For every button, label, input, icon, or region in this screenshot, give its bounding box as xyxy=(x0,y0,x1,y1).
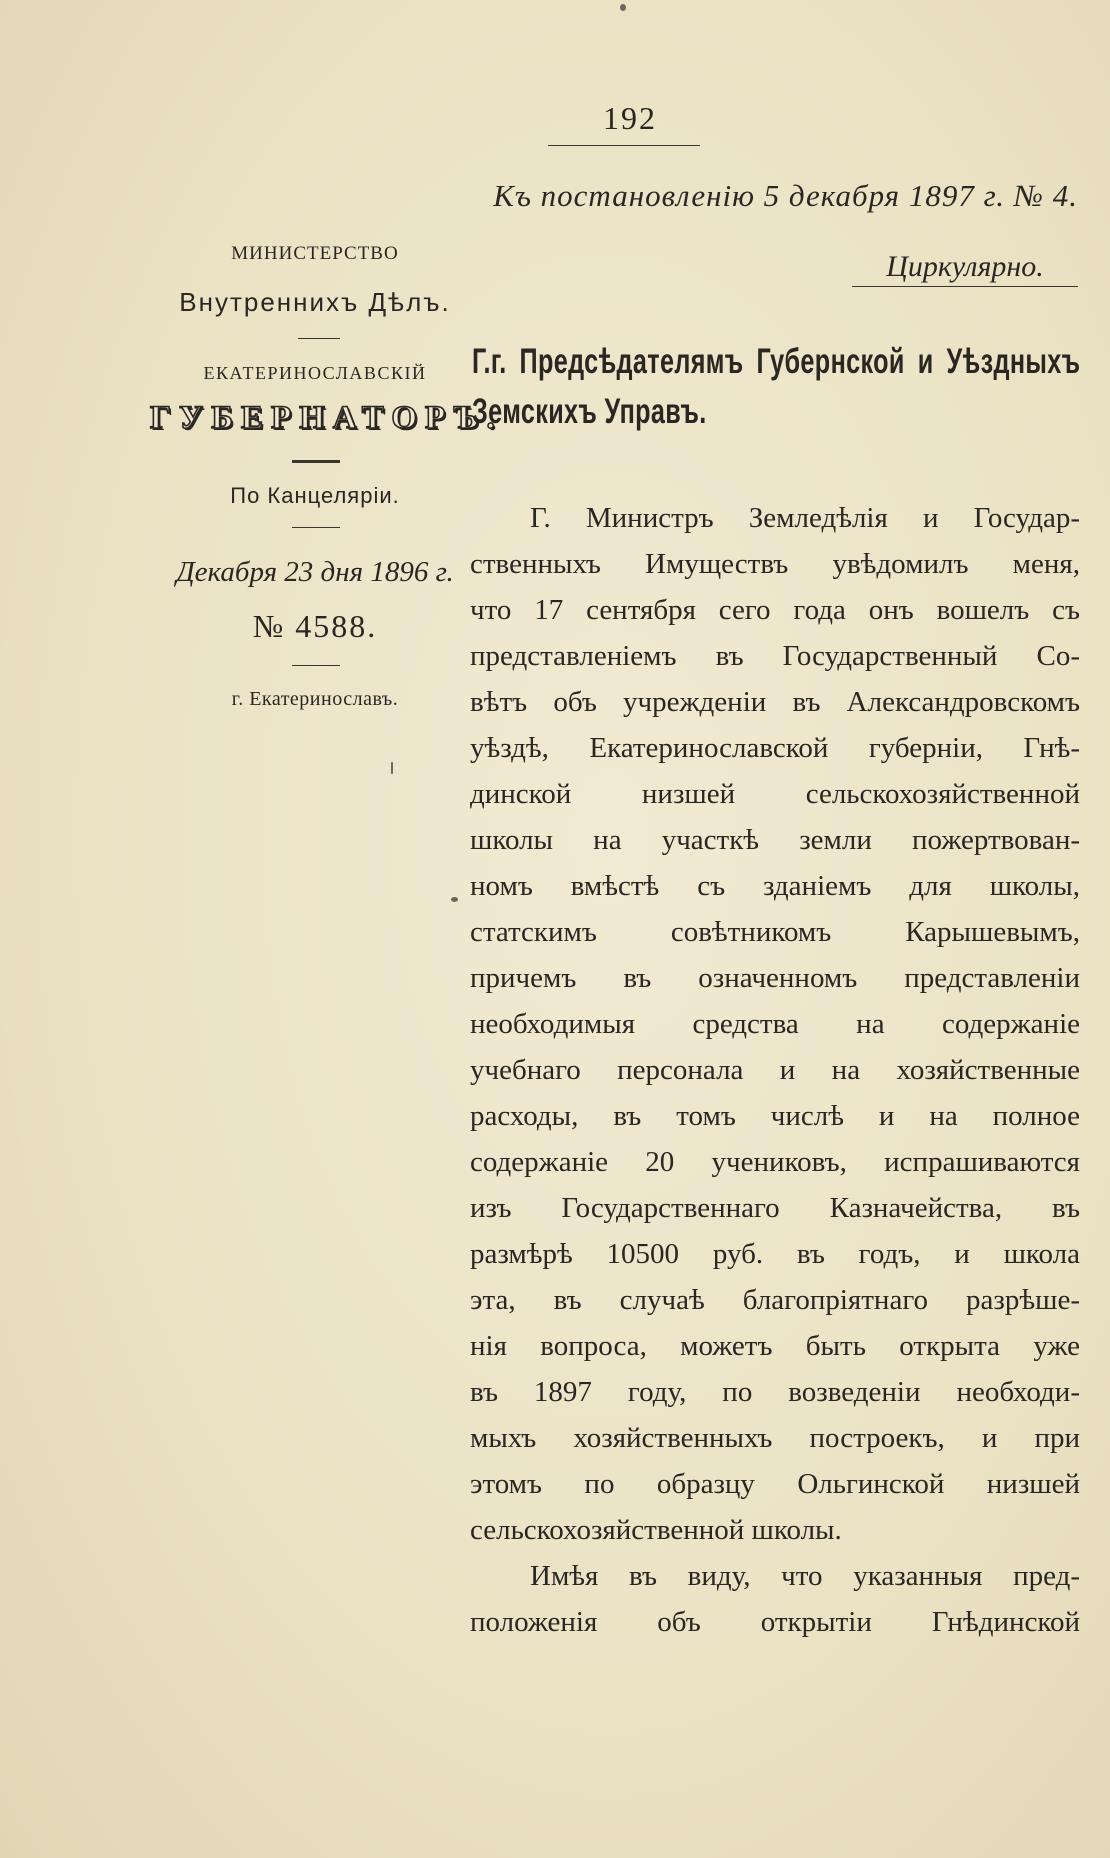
body-line: сельскохозяйственной школы. xyxy=(470,1514,842,1546)
ministry-heading: МИНИСТЕРСТВО xyxy=(231,243,399,264)
paper-speck xyxy=(451,897,458,902)
body-line: расходы, въ томъ числѣ и на полное xyxy=(470,1100,1080,1132)
body-line: причемъ въ означенномъ представленіи xyxy=(470,962,1080,994)
body-line: въ 1897 году, по возведеніи необходи- xyxy=(470,1376,1080,1408)
body-line: ственныхъ Имуществъ увѣдомилъ меня, xyxy=(470,548,1080,580)
body-line: изъ Государственнаго Казначейства, въ xyxy=(470,1192,1080,1224)
body-line: этомъ по образцу Ольгинской низшей xyxy=(470,1468,1080,1500)
body-line: учебнаго персонала и на хозяйственные xyxy=(470,1054,1080,1086)
addressee-line-1: Г.г. Предсѣдателямъ Губернской и Уѣздныхъ xyxy=(472,342,1081,381)
letter-body xyxy=(470,495,1080,1645)
body-line: Имѣя въ виду, что указанныя пред- xyxy=(530,1560,1080,1592)
body-line: содержаніе 20 учениковъ, испрашиваются xyxy=(470,1146,1080,1178)
addressee-heading xyxy=(472,337,1080,437)
body-line: школы на участкѣ земли пожертвован- xyxy=(470,824,1080,856)
chancellery-label: По Канцеляріи. xyxy=(230,483,400,508)
addressee-line-2: Земскихъ Управъ. xyxy=(472,392,707,431)
body-line: нія вопроса, можетъ быть открыта уже xyxy=(470,1330,1080,1362)
body-line: динской низшей сельскохозяйственной xyxy=(470,778,1080,810)
body-line: необходимыя средства на содержаніе xyxy=(470,1008,1080,1040)
governorate-heading: ЕКАТЕРИНОСЛАВСКІЙ xyxy=(203,363,427,383)
body-line: статскимъ совѣтникомъ Карышевымъ, xyxy=(470,916,1080,948)
divider-rule xyxy=(292,527,340,528)
letter-number: № 4588. xyxy=(252,608,378,644)
divider-rule xyxy=(292,460,340,463)
paper-speck xyxy=(620,4,626,11)
body-line: номъ вмѣстѣ съ зданіемъ для школы, xyxy=(470,870,1080,902)
body-line: мыхъ хозяйственныхъ построекъ, и при xyxy=(470,1422,1080,1454)
page-number: 192 xyxy=(603,100,657,136)
city-label: г. Екатеринославъ. xyxy=(231,688,399,710)
circular-label: Циркулярно. xyxy=(852,250,1078,287)
paper-speck xyxy=(391,762,393,774)
body-line: что 17 сентября сего года онъ вошелъ съ xyxy=(470,594,1080,626)
body-line: Г. Министръ Земледѣлія и Государ- xyxy=(530,502,1080,534)
body-line: эта, въ случаѣ благопріятнаго разрѣше- xyxy=(470,1284,1080,1316)
body-line: положенія объ открытіи Гнѣдинской xyxy=(470,1606,1080,1638)
divider-rule xyxy=(292,665,340,666)
body-line: вѣтъ объ учрежденіи въ Александровскомъ xyxy=(470,686,1080,718)
divider-rule xyxy=(298,338,340,339)
body-line: представленіемъ въ Государственный Со- xyxy=(470,640,1080,672)
page-number-rule xyxy=(548,145,700,146)
resolution-reference: Къ постановленію 5 декабря 1897 г. № 4. xyxy=(493,178,1078,213)
body-line: уѣздѣ, Екатеринославской губерніи, Гнѣ- xyxy=(470,732,1080,764)
body-line: размѣрѣ 10500 руб. въ годъ, и школа xyxy=(470,1238,1080,1270)
letter-date: Декабря 23 дня 1896 г. xyxy=(176,556,454,588)
internal-affairs-heading: Внутреннихъ Дѣлъ. xyxy=(179,287,451,317)
governor-heading: ГУБЕРНАТОРЪ. xyxy=(150,400,503,436)
